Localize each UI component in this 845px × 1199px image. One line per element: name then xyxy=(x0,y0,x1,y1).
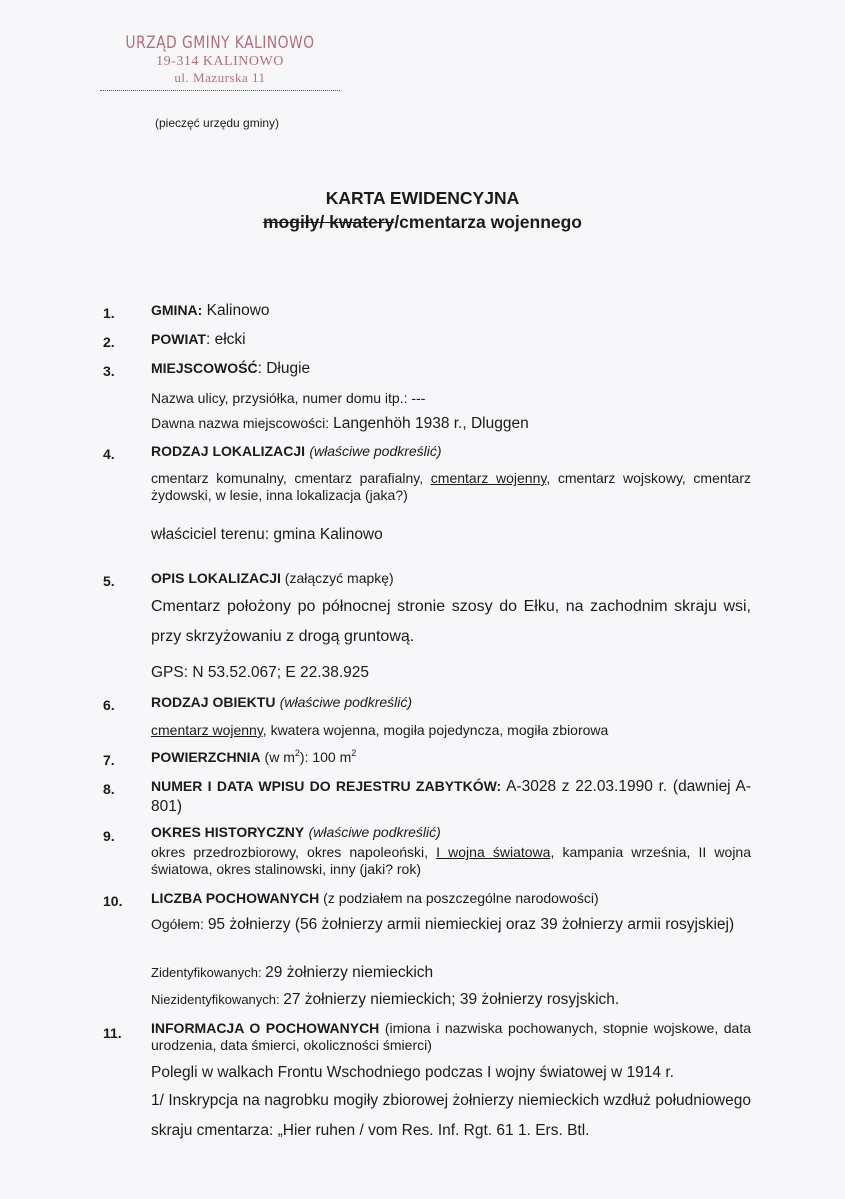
old-name-label: Dawna nazwa miejscowości: xyxy=(151,415,334,431)
street-line: Nazwa ulicy, przysiółka, numer domu itp.: --- xyxy=(151,390,426,406)
item-number-5: 5. xyxy=(103,573,115,589)
opis-label: OPIS LOKALIZACJI xyxy=(151,570,281,586)
item-rodzaj-lokalizacji xyxy=(151,443,751,461)
powiat-value: : ełcki xyxy=(205,331,246,348)
total-value: 95 żołnierzy (56 żołnierzy armii niemieckiej oraz 39 żołnierzy armii rosyjskiej) xyxy=(207,916,735,933)
item-opis-lokalizacji xyxy=(151,570,751,588)
liczba-label: LICZBA POCHOWANYCH xyxy=(151,890,320,906)
powierzchnia-label: POWIERZCHNIA xyxy=(151,749,261,765)
item-gmina xyxy=(151,302,751,320)
document-subtitle xyxy=(0,212,845,233)
old-name-value: Langenhöh 1938 r., Dluggen xyxy=(333,415,529,432)
okres-opt-selected: I wojna światowa xyxy=(436,844,551,860)
powierzchnia-value: ): 100 m xyxy=(299,749,352,765)
item-powiat xyxy=(151,331,751,349)
obiekt-hint: (właściwe podkreślić) xyxy=(279,694,413,710)
rejestr-label: NUMER I DATA WPISU DO REJESTRU ZABYTKÓW: xyxy=(151,778,502,794)
item-okres-historyczny xyxy=(151,824,751,842)
item-number-3: 3. xyxy=(103,363,115,379)
item-number-8: 8. xyxy=(103,781,115,797)
rejestr-value: A-3028 z 22.03.1990 r. (dawniej A-801) xyxy=(151,778,751,815)
stamp-caption: (pieczęć urzędu gminy) xyxy=(155,116,280,130)
gps-line: GPS: N 53.52.067; E 22.38.925 xyxy=(151,664,370,681)
informacja-paragraph-1: Polegli w walkach Frontu Wschodniego podczas I wojny światowej w 1914 r. xyxy=(151,1064,674,1081)
informacja-label: INFORMACJA O POCHOWANYCH xyxy=(151,1020,380,1036)
item-miejscowosc xyxy=(151,360,751,378)
item-informacja xyxy=(151,1020,751,1054)
okres-hint: (właściwe podkreślić) xyxy=(308,824,441,840)
old-name-line xyxy=(151,415,751,433)
powierzchnia-unit-pre: (w m xyxy=(260,749,295,765)
miejscowosc-value: : Długie xyxy=(257,360,311,377)
powierzchnia-value-sup: 2 xyxy=(351,747,357,758)
okres-label: OKRES HISTORYCZNY xyxy=(151,824,305,840)
obiekt-opt-selected: cmentarz wojenny xyxy=(151,722,263,738)
lokalizacja-hint: (właściwe podkreślić) xyxy=(309,443,442,459)
document-title: KARTA EWIDENCYJNA xyxy=(325,188,520,208)
office-stamp xyxy=(100,33,340,86)
item-rodzaj-obiektu xyxy=(151,694,751,712)
stamp-line-postcode: 19-314 KALINOWO xyxy=(156,54,284,69)
informacja-paragraph-2: 1/ Inskrypcja na nagrobku mogiły zbiorowej żołnierzy niemieckich wzdłuż południowego skraju cmentarza: „Hier ruhen / vom Res. Inf. Rgt. 61 1. Ers. Btl. xyxy=(151,1092,751,1139)
item-number-6: 6. xyxy=(103,697,115,713)
miejscowosc-label: MIEJSCOWOŚĆ xyxy=(151,360,258,376)
obiekt-opt-rest: , kwatera wojenna, mogiła pojedyncza, mogiła zbiorowa xyxy=(262,722,609,738)
total-label: Ogółem: xyxy=(151,916,208,932)
struck-word-quarter: kwatery xyxy=(324,212,395,232)
owner-line: właściciel terenu: gmina Kalinowo xyxy=(151,526,383,543)
okres-opt-a: okres przedrozbiorowy, okres napoleoński, xyxy=(151,844,437,860)
obiekt-options xyxy=(151,722,751,738)
opis-hint: (załączyć mapkę) xyxy=(280,570,394,586)
item-number-10: 10. xyxy=(103,893,123,909)
item-rejestr-zabytkow xyxy=(151,776,751,817)
lokalizacja-opt-selected: cmentarz wojenny xyxy=(430,470,547,486)
identified-line xyxy=(151,964,751,982)
stamp-line-street: ul. Mazurska 11 xyxy=(174,70,266,85)
identified-label: Zidentyfikowanych: xyxy=(151,965,266,980)
powiat-label: POWIAT xyxy=(151,331,206,347)
total-line xyxy=(151,915,751,934)
obiekt-label: RODZAJ OBIEKTU xyxy=(151,694,276,710)
item-number-2: 2. xyxy=(103,334,115,350)
lokalizacja-label: RODZAJ LOKALIZACJI xyxy=(151,443,305,459)
subtitle-rest: /cmentarza wojennego xyxy=(394,212,582,232)
item-number-7: 7. xyxy=(103,752,115,768)
item-number-9: 9. xyxy=(103,828,115,844)
item-number-4: 4. xyxy=(103,446,115,462)
struck-word-grave: mogiły/ xyxy=(263,212,325,232)
lokalizacja-options xyxy=(151,470,751,504)
powierzchnia-unit-sup: 2 xyxy=(294,747,300,758)
lokalizacja-opt-b: , cmentarz wojskowy, cmentarz żydowski, w lesie, inna lokalizacja (jaka?) xyxy=(151,470,751,503)
item-powierzchnia xyxy=(151,749,751,767)
identified-value: 29 żołnierzy niemieckich xyxy=(265,964,434,981)
item-number-1: 1. xyxy=(103,305,115,321)
unidentified-label: Niezidentyfikowanych: xyxy=(151,992,284,1007)
gmina-value: Kalinowo xyxy=(202,302,270,319)
unidentified-value: 27 żołnierzy niemieckich; 39 żołnierzy rosyjskich. xyxy=(283,991,620,1008)
informacja-hint: (imiona i nazwiska pochowanych, stopnie wojskowe, data urodzenia, data śmierci, okoliczności śmierci) xyxy=(151,1020,751,1053)
opis-description: Cmentarz położony po północnej stronie szosy do Ełku, na zachodnim skraju wsi, przy skrzyżowaniu z drogą gruntową. xyxy=(151,598,751,645)
item-number-11: 11. xyxy=(103,1025,122,1041)
lokalizacja-opt-a: cmentarz komunalny, cmentarz parafialny, xyxy=(151,470,431,486)
unidentified-line xyxy=(151,991,751,1009)
okres-opt-b: , kampania września, II wojna światowa, okres stalinowski, inny (jaki? rok) xyxy=(151,844,752,877)
liczba-hint: (z podziałem na poszczególne narodowości) xyxy=(319,890,599,906)
item-liczba-pochowanych xyxy=(151,890,751,908)
stamp-dotted-line xyxy=(100,90,340,91)
okres-options xyxy=(151,844,751,878)
stamp-line-office: URZĄD GMINY KALINOWO xyxy=(125,33,315,53)
gmina-label: GMINA: xyxy=(151,302,203,318)
